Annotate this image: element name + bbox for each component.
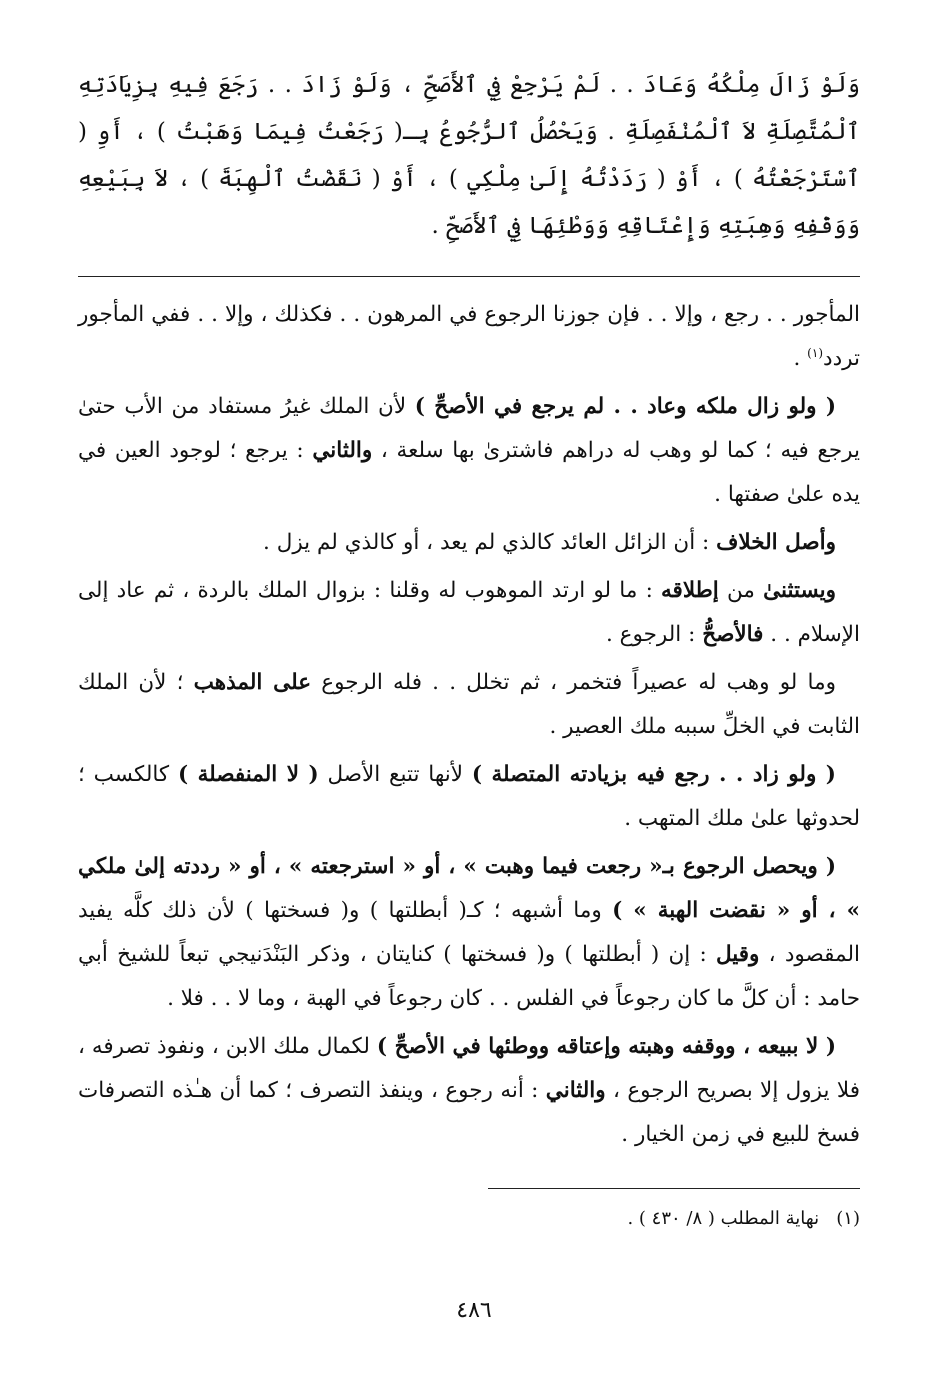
footnote [100, 1204, 860, 1234]
sharh-text [78, 293, 860, 1157]
sharh-text-span: لأنها تتبع الأصل [318, 762, 472, 787]
sharh-paragraph-1 [78, 293, 860, 381]
matn-paragraph: وَلَوْ زَالَ مِلْكُهُ وَعَادَ . . لَمْ يَرْجِعْ فِي ٱلأَصَحِّ ، وَلَوْ زَادَ . . رَجَعَ فِيهِ بِزِيَادَتِهِ ٱلْمُتَّصِلَةِ لاَ ٱلْمُنْفَصِلَةِ . وَيَحْصُلُ ٱلرُّجُوعُ بِـ( رَجَعْتُ فِيمَا وَهَبْتُ ) ، أَوِ ( ٱسْتَرْجَعْتُهُ ) ، أَوْ ( رَدَدْتُهُ إِلَىٰ مِلْكِي ) ، أَوْ ( نَقَضْتُ ٱلْهِبَةَ ) ، لاَ بِبَيْعِهِ وَوَقْفِهِ وَهِبَتِهِ وَإِعْتَاقِهِ وَوَطْئِهَا فِي ٱلأَصَحِّ . [78, 72, 860, 239]
sharh-text-span: لكمال ملك الابن ، ونفوذ تصرفه ، فلا يزول إلا بصريح الرجوع ، [78, 1034, 860, 1103]
sharh-paragraph-6 [78, 753, 860, 841]
matn-divider [78, 276, 860, 277]
sharh-paragraph-7 [78, 845, 860, 1021]
footnote-number: (١) [836, 1208, 860, 1229]
sharh-text-span: : أنه رجوع ، وينفذ التصرف ؛ كما أن هـٰذه التصرفات فسخ للبيع في زمن الخيار . [78, 1078, 860, 1147]
sharh-text-span: : الرجوع . [606, 622, 703, 647]
footnote-divider [488, 1188, 860, 1189]
quoted-matn: ( لا ببيعه ، ووقفه وهبته وإعتاقه ووطئها في الأصحِّ ) [376, 1034, 836, 1059]
sharh-paragraph-8 [78, 1025, 860, 1157]
sharh-paragraph-5 [78, 661, 860, 749]
sharh-paragraph-3 [78, 521, 860, 565]
keyword: وأصل الخلاف [716, 530, 836, 555]
keyword: فالأصحُّ [702, 622, 764, 647]
sharh-text-span: لأن الملك غيرُ مستفاد من الأب حتىٰ يرجع فيه ؛ كما لو وهب له دراهم فاشترىٰ بها سلعة ، [78, 394, 860, 463]
keyword: والثاني [545, 1078, 606, 1103]
sharh-text-span: كالكسب ؛ لحدوثها علىٰ ملك المتهب . [78, 762, 860, 831]
sharh-paragraph-4 [78, 569, 860, 657]
quoted-matn: ( ولو زال ملكه وعاد . . لم يرجع في الأصحِّ ) [414, 394, 836, 419]
sharh-text-span: : يرجع ؛ لوجود العين في يده علىٰ صفتها . [78, 438, 860, 507]
sharh-text-span: : إن ( أبطلتها ) و( فسختها ) كنايتان ، وذكر البَنْدَنيجي تبعاً للشيخ أبي حامد : أن كلَّ ما كان رجوعاً في الفلس . . كان رجوعاً في الهبة ، وما لا . . فلا . [78, 942, 860, 1011]
page-number: ٤٨٦ [456, 1298, 492, 1323]
footnote-text: نهاية المطلب ( ٨/ ٤٣٠ ) . [627, 1208, 820, 1229]
sharh-paragraph-2 [78, 385, 860, 517]
sharh-text-span: وما لو وهب له عصيراً فتخمر ، ثم تخلل . . فله الرجوع [311, 670, 836, 695]
sharh-text-span: : ما لو ارتد الموهوب له وقلنا : بزوال الملك بالردة ، ثم عاد إلى الإسلام . . [78, 578, 860, 647]
sharh-text-span: : أن الزائل العائد كالذي لم يعد ، أو كالذي لم يزل . [263, 530, 717, 555]
sharh-text-span: ؛ لأن الملك الثابت في الخلِّ سببه ملك العصير . [78, 670, 860, 739]
keyword: والثاني [312, 438, 373, 463]
footnote-ref[interactable]: (١) [807, 345, 823, 360]
sharh-text-span: وما أشبهه ؛ كـ( أبطلتها ) و( فسختها ) لأن ذلك كلَّه يفيد المقصود ، [78, 898, 860, 967]
sharh-text-span: . [793, 346, 808, 371]
keyword: إطلاقه [661, 578, 719, 603]
quoted-matn: ( لا المنفصلة ) [177, 762, 319, 787]
quoted-matn: ( ولو زاد . . رجع فيه بزيادته المتصلة ) [471, 762, 836, 787]
sharh-text-span: من [718, 578, 764, 603]
keyword: ويستثنىٰ [763, 578, 836, 603]
keyword: على المذهب [193, 670, 312, 695]
quoted-matn: ( ويحصل الرجوع بـ« رجعت فيما وهبت » ، أو « استرجعته » ، أو « رددته إلىٰ ملكي » ، أو « نقضت الهبة » ) [78, 854, 861, 923]
sharh-text-span: المأجور . . رجع ، وإلا . . فإن جوزنا الرجوع في المرهون . . فكذلك ، وإلا . . ففي المأجور تردد [78, 302, 860, 371]
keyword: وقيل [716, 942, 760, 967]
page-body [78, 62, 860, 1161]
matn-text [78, 62, 860, 250]
